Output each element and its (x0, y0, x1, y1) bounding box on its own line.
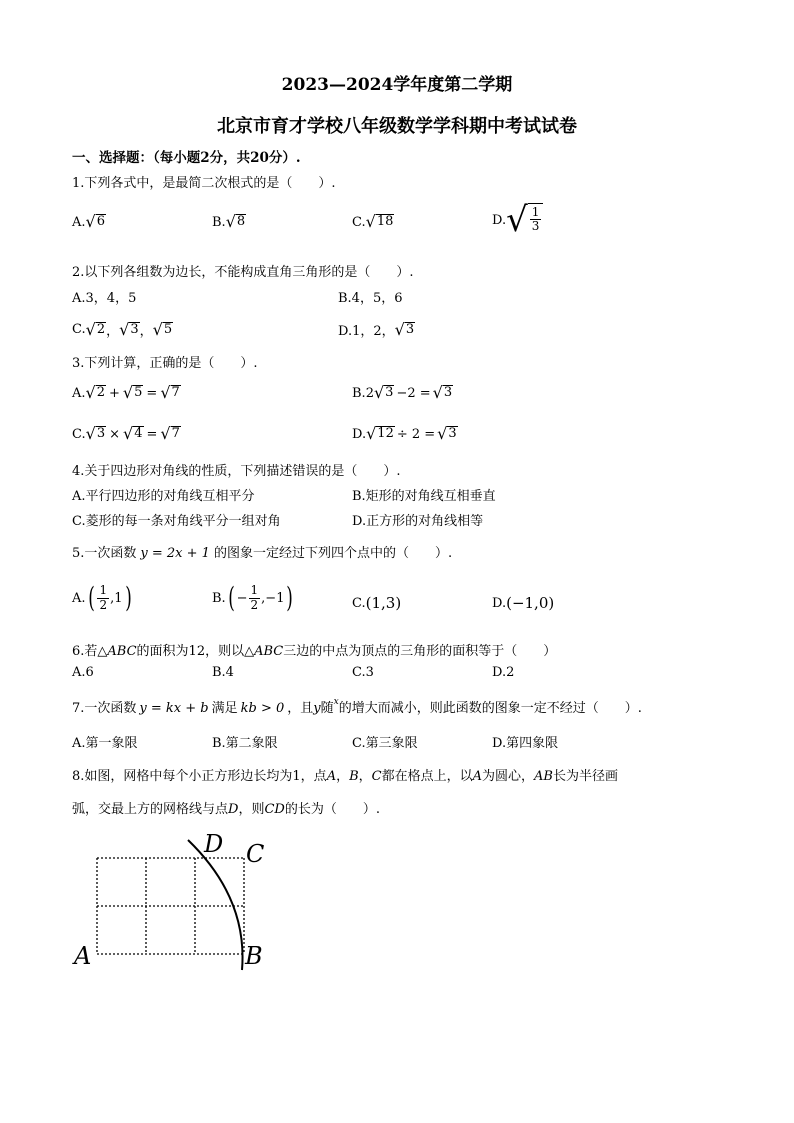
question-2-stem: 2.以下列各组数为边长，不能构成直角三角形的是（ ）. (72, 265, 414, 280)
q6-option-b: B.4 (212, 665, 234, 680)
triangle-symbol: △ABC (97, 644, 137, 659)
q5-option-c: C. (1,3) (352, 594, 402, 612)
q6-option-c: C.3 (352, 665, 374, 680)
q7-option-a: A.第一象限 (72, 736, 138, 751)
q3-option-d: D. √ 12 ÷ 2 = √ 3 (352, 424, 457, 443)
sqrt-expr: √ 8 (225, 212, 246, 231)
q1-option-b (212, 214, 246, 230)
q1-option-d (492, 200, 543, 240)
label-d: D (204, 830, 224, 858)
q6-option-a: A.6 (72, 665, 94, 680)
exam-title: 北京市育才学校八年级数学学科期中考试试卷 (217, 116, 577, 137)
q4-option-a: A.平行四边形的对角线互相平分 (72, 489, 255, 504)
q5-option-a: A. ( $\frac{1}{2}$ ,1 ) (72, 581, 132, 614)
q4-option-b: B.矩形的对角线互相垂直 (352, 489, 496, 504)
option-label: C. (352, 214, 366, 230)
option-label: D.1，2， (338, 324, 395, 339)
label-c: C (246, 840, 265, 868)
q7-option-c: C.第三象限 (352, 736, 418, 751)
label-b: B (245, 942, 263, 970)
question-6-stem: 6.若△ABC的面积为12，则以△ABC三边的中点为顶点的三角形的面积等于（ ） (72, 644, 557, 659)
grid-arc-figure (70, 828, 280, 978)
q3-option-b: B. 2 √ 3 −2 = √ 3 (352, 383, 453, 402)
q1-option-c (352, 214, 394, 230)
q2-option-c: C. √ 2 ， √ 3 ， √ 5 (72, 319, 173, 339)
question-1-stem: 1.下列各式中，是最简二次根式的是（ ）. (72, 176, 336, 191)
sqrt-expr: √ 18 (365, 212, 394, 231)
q5-option-d: D. (−1,0) (492, 594, 555, 612)
q3-option-a: A. √ 2 + √ 5 = √ 7 (72, 383, 180, 402)
q1-option-a (72, 214, 106, 230)
question-5-stem: 5.一次函数 y = 2x + 1 的图象一定经过下列四个点中的（ ）. (72, 546, 453, 561)
q4-option-d: D.正方形的对角线相等 (352, 514, 484, 529)
q2-option-d: D.1，2， √ 3 (338, 319, 415, 339)
q7-option-b: B.第二象限 (212, 736, 278, 751)
q2-option-b: B.4，5，6 (338, 291, 403, 306)
sqrt-expr: √ 6 (85, 212, 106, 231)
option-label: A. (72, 214, 86, 230)
q2-option-a: A.3，4，5 (72, 291, 137, 306)
q3-option-c: C. √ 3 × √ 4 = √ 7 (72, 424, 180, 443)
q7-option-d: D.第四象限 (492, 736, 559, 751)
sqrt-expr: √ $\frac{1}{3}$ (506, 203, 543, 237)
q4-option-c: C.菱形的每一条对角线平分一组对角 (72, 514, 281, 529)
question-8-line2: 弧，交最上方的网格线与点D，则CD的长为（ ）. (72, 802, 380, 817)
option-label: D. (492, 212, 507, 228)
question-4-stem: 4.关于四边形对角线的性质，下列描述错误的是（ ）. (72, 464, 401, 479)
q6-option-d: D.2 (492, 665, 515, 680)
separator: ， (139, 324, 153, 339)
q5-option-b: B. ( − $\frac{1}{2}$ ,−1 ) (212, 581, 294, 614)
section-heading: 一、选择题：（每小题2分，共20分）. (72, 150, 301, 166)
function-expr: y = 2x + 1 (140, 546, 210, 561)
separator: ， (106, 324, 120, 339)
exam-year-title: 2023—2024学年度第二学期 (281, 75, 513, 95)
option-label: C. (72, 322, 86, 337)
triangle-symbol: △ABC (244, 644, 284, 659)
option-label: B. (212, 214, 226, 230)
dotted-grid (97, 858, 244, 954)
question-8-line1: 8.如图，网格中每个小正方形边长均为1，点A，B，C都在格点上，以A为圆心，AB长为半径画 (72, 769, 619, 784)
arc (188, 840, 243, 970)
label-a: A (74, 942, 92, 970)
question-7-stem: 7.一次函数 y = kx + b 满足 kb > 0 ，且y随$^x$的增大而减小，则此函数的图象一定不经过（ ）. (72, 697, 642, 716)
question-3-stem: 3.下列计算，正确的是（ ）. (72, 356, 258, 371)
